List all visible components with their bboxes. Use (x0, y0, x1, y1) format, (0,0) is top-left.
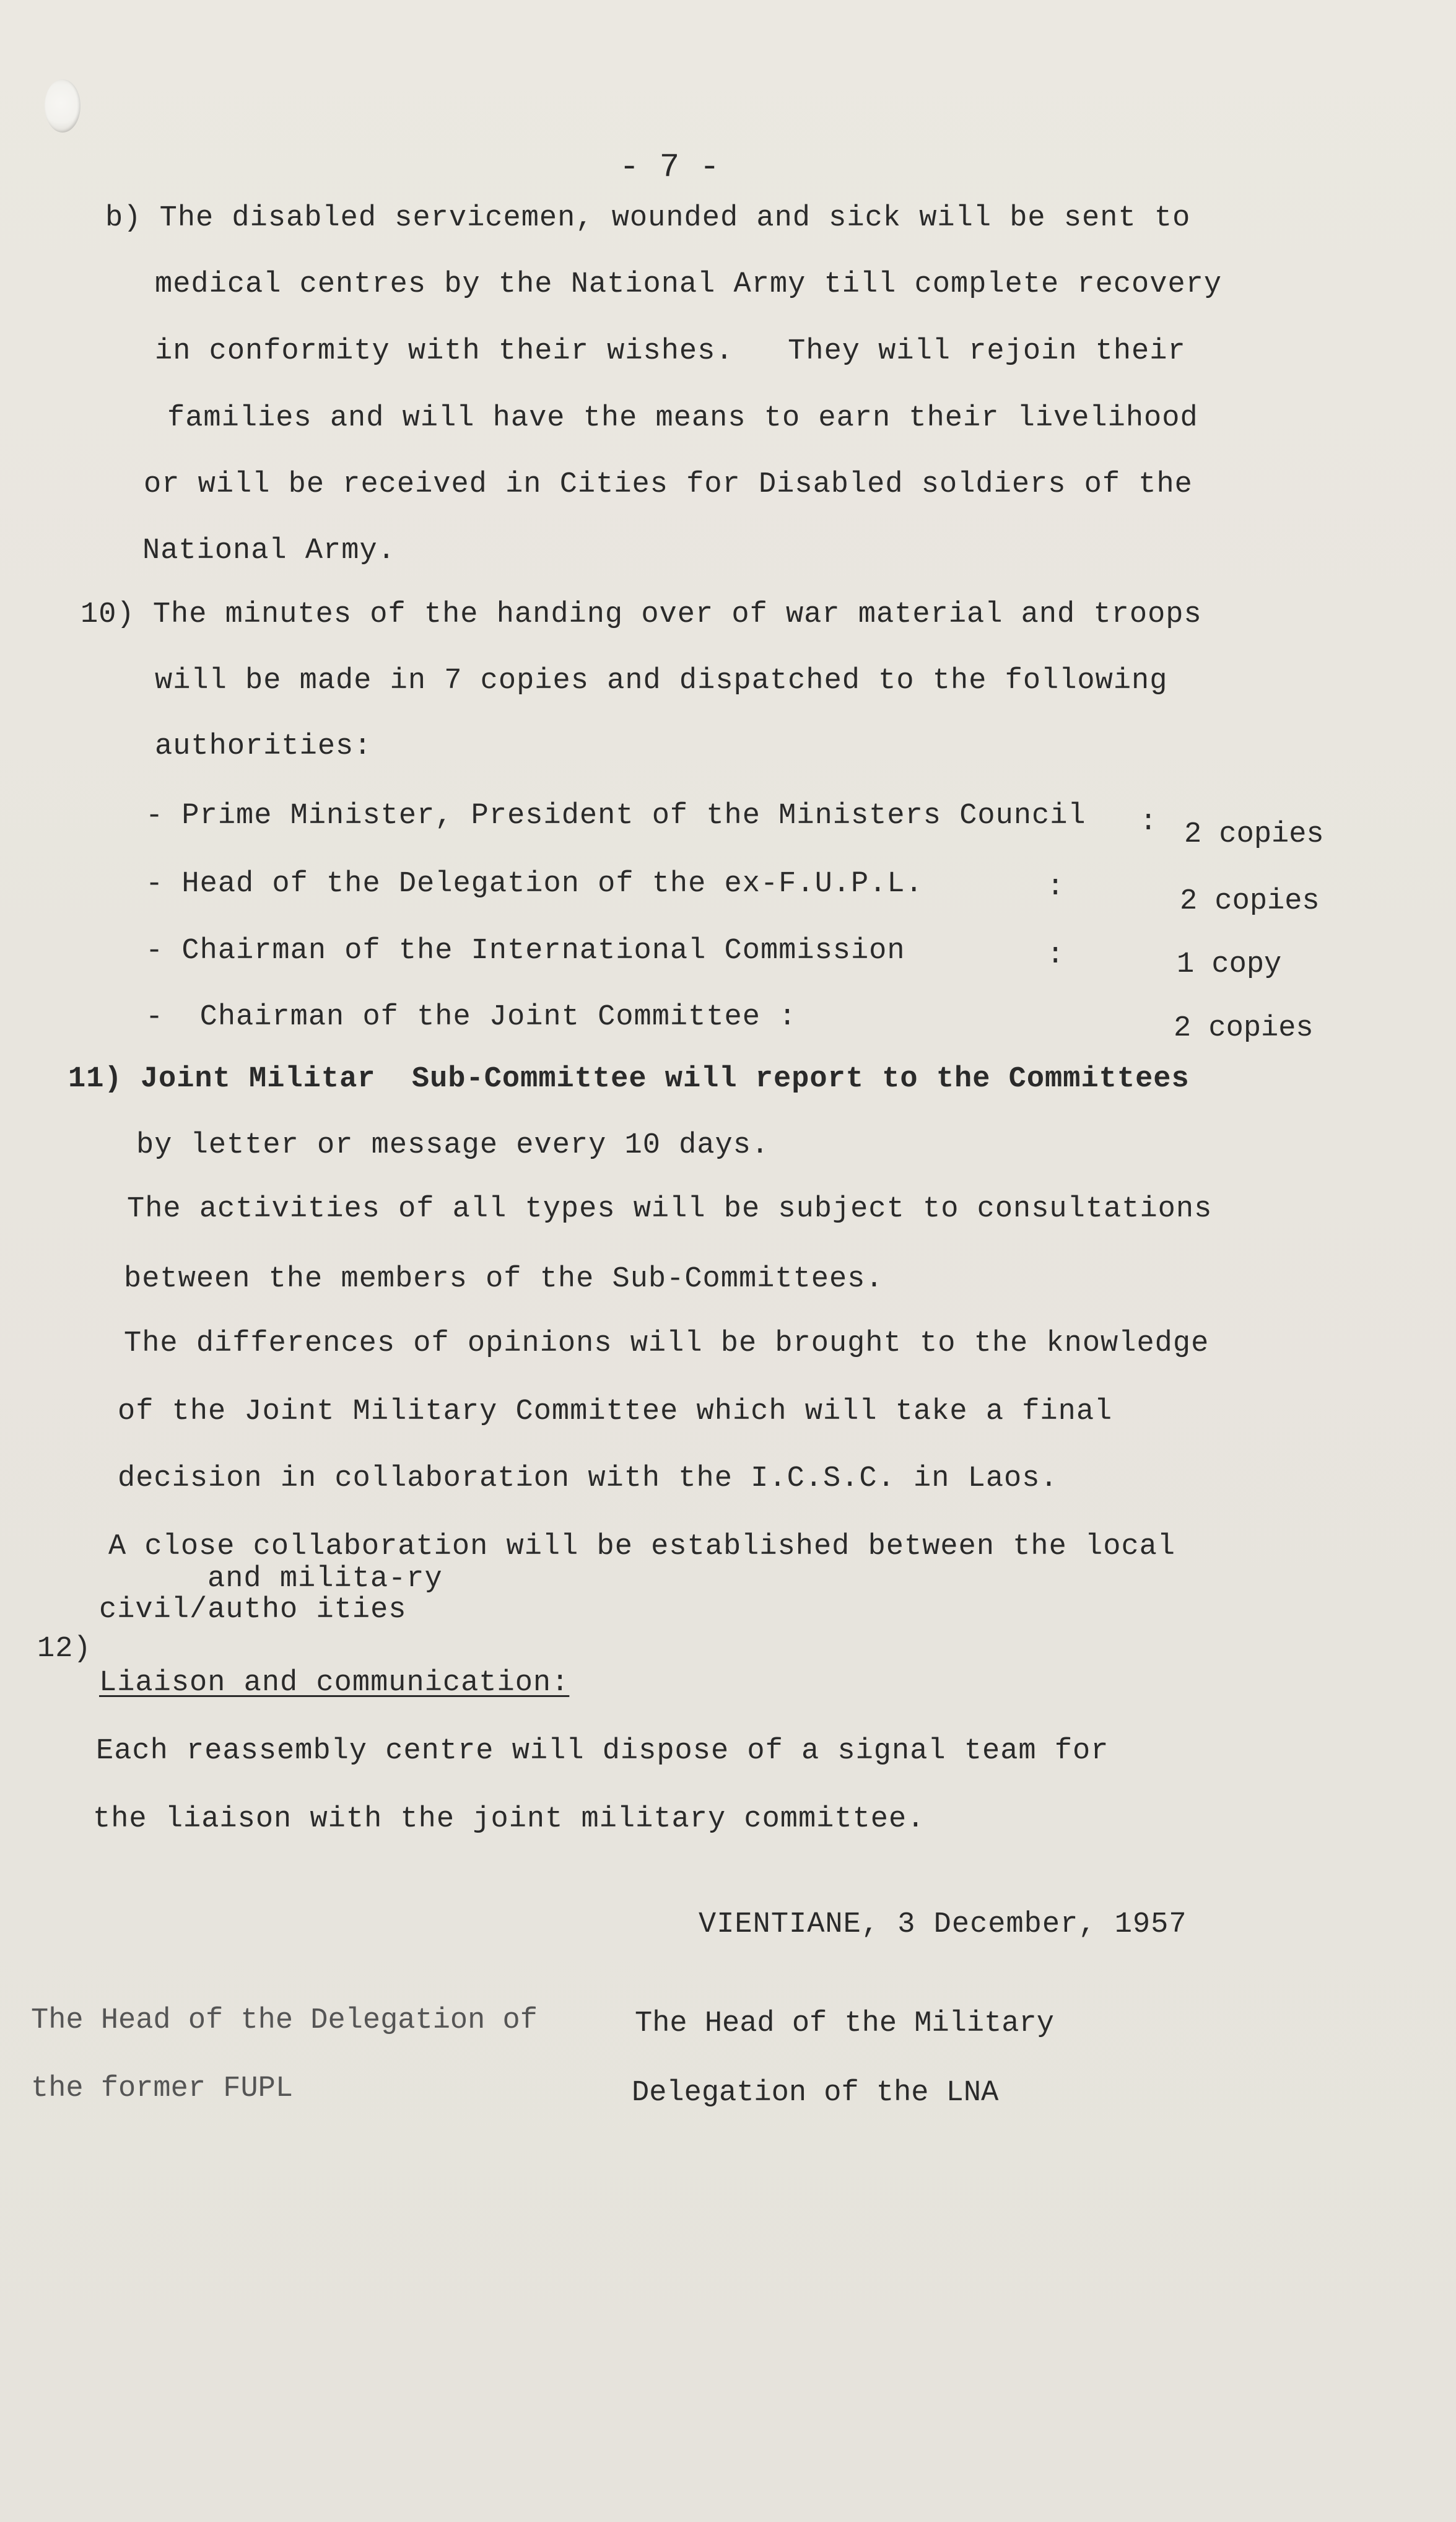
para-11-line-6: of the Joint Military Committee which will take a final (118, 1395, 1113, 1428)
para-12-line-1: Each reassembly centre will dispose of a signal team for (96, 1735, 1109, 1768)
distribution-colon-1: : (1140, 806, 1157, 839)
signature-left-line-1: The Head of the Delegation of (31, 2004, 538, 2037)
para-12-line-2: the liaison with the joint military committee. (93, 1803, 925, 1836)
para-11-line-9: and milita-ry (207, 1563, 443, 1595)
signature-right-line-1: The Head of the Military (635, 2007, 1054, 2040)
distribution-copies-3: 1 copy (1177, 948, 1282, 981)
para-11-line-3: The activities of all types will be subject to consultations (127, 1193, 1213, 1226)
para-b-line-6: National Army. (142, 535, 396, 567)
para-10-line-1: 10) The minutes of the handing over of war material and troops (81, 598, 1202, 631)
signature-right-line-2: Delegation of the LNA (632, 2077, 999, 2110)
distribution-recipient-1: - Prime Minister, President of the Ministers Council (146, 800, 1086, 832)
para-b-line-2: medical centres by the National Army till complete recovery (155, 268, 1223, 301)
para-12-heading: Liaison and communication: (99, 1667, 570, 1700)
distribution-recipient-3: - Chairman of the International Commission (146, 935, 905, 967)
para-11-line-5: The differences of opinions will be brought to the knowledge (124, 1327, 1210, 1360)
distribution-colon-3: : (1047, 939, 1065, 972)
para-11-line-2: by letter or message every 10 days. (136, 1129, 770, 1162)
para-11-line-1: 11) Joint Militar Sub-Committee will report to the Committees (68, 1063, 1190, 1096)
para-10-line-2: will be made in 7 copies and dispatched to the following (155, 665, 1168, 697)
para-b-line-3: in conformity with their wishes. They will rejoin their (155, 335, 1186, 368)
para-b-line-5: or will be received in Cities for Disabled soldiers of the (144, 468, 1193, 501)
punch-hole (45, 79, 81, 133)
para-b-line-1: b) The disabled servicemen, wounded and sick will be sent to (105, 202, 1191, 235)
distribution-copies-4: 2 copies (1174, 1012, 1314, 1045)
page-number: - 7 - (619, 149, 720, 186)
signature-left-line-2: the former FUPL (31, 2072, 294, 2105)
para-11-line-7: decision in collaboration with the I.C.S.C. in Laos. (118, 1462, 1058, 1495)
distribution-recipient-4: - Chairman of the Joint Committee : (146, 1001, 797, 1034)
para-11-line-4: between the members of the Sub-Committees. (124, 1263, 884, 1296)
para-11-line-10: civil/autho ities (99, 1594, 407, 1626)
distribution-colon-2: : (1047, 871, 1065, 904)
para-11-line-8: A close collaboration will be established between the local (108, 1530, 1176, 1563)
para-10-line-3: authorities: (155, 730, 372, 763)
distribution-copies-2: 2 copies (1180, 885, 1320, 918)
distribution-recipient-2: - Head of the Delegation of the ex-F.U.P.L. (146, 868, 923, 901)
distribution-copies-1: 2 copies (1184, 818, 1324, 851)
para-12-number: 12) (37, 1633, 92, 1665)
place-date: VIENTIANE, 3 December, 1957 (699, 1908, 1187, 1941)
para-b-line-4: families and will have the means to earn their livelihood (167, 402, 1198, 435)
